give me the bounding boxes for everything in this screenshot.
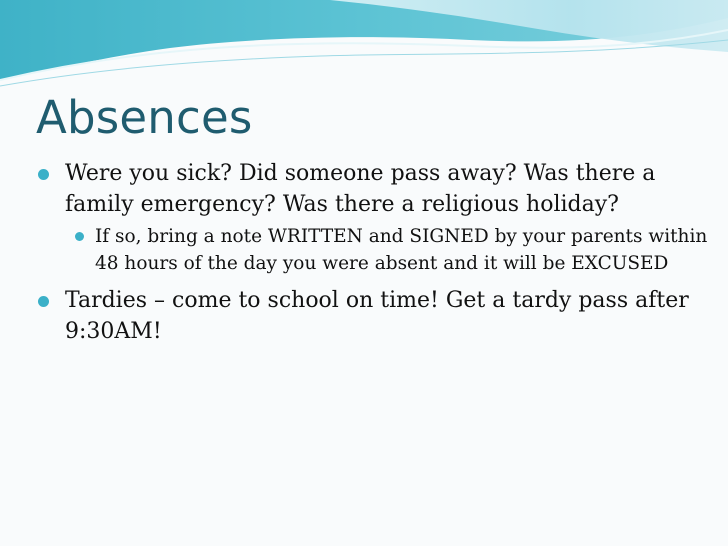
bullet-dot-icon	[38, 296, 49, 307]
slide-title: Absences	[36, 91, 253, 144]
slide-body	[36, 158, 708, 347]
header-wave-decoration	[0, 0, 728, 92]
bullet-item-absence-reasons	[36, 158, 708, 277]
bullet-item-tardies	[36, 285, 708, 347]
bullet-text: Were you sick? Did someone pass away? Was there a family emergency? Was there a religious holiday?	[65, 161, 656, 217]
bullet-dot-icon	[38, 169, 49, 180]
bullet-text: Tardies – come to school on time! Get a tardy pass after 9:30AM!	[65, 288, 689, 344]
sub-bullet-dot-icon	[75, 232, 84, 241]
sub-bullet-list	[65, 223, 708, 277]
sub-bullet-item-note	[65, 223, 708, 277]
bullet-list	[36, 158, 708, 347]
sub-bullet-text: If so, bring a note WRITTEN and SIGNED by your parents within 48 hours of the day you were absent and it will be EXCUSED	[95, 226, 708, 274]
